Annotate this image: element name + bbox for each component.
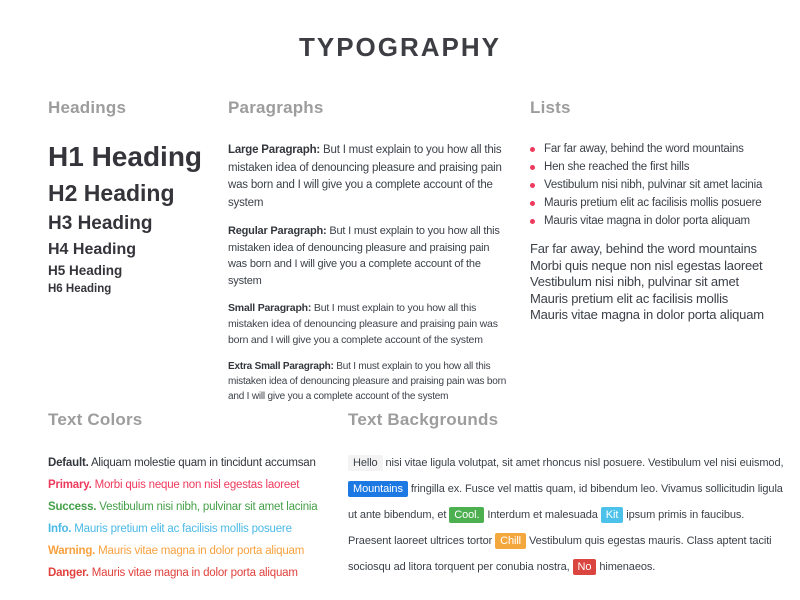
list-item xyxy=(530,214,792,229)
highlight-badge-chill: Chill xyxy=(495,533,526,549)
plain-list-item: Far far away, behind the word mountains xyxy=(530,241,757,256)
bullet-dot-icon xyxy=(530,219,535,224)
regular-paragraph xyxy=(228,223,510,289)
h2-sample: H2 Heading xyxy=(48,180,175,207)
bullet-dot-icon xyxy=(530,201,535,206)
paragraph-text: nisi vitae ligula volutpat, sit amet rhoncus nisl posuere. Vestibulum vel nisi euismod, xyxy=(382,457,784,469)
bullet-dot-icon xyxy=(530,165,535,170)
paragraph-text: fringilla ex. Fusce vel mattis quam, id bibendum leo. Vivamus sollicitudin ligula ut ante bibendum, et xyxy=(348,483,783,521)
headings-section-title: Headings xyxy=(48,98,127,117)
highlight-badge-hello: Hello xyxy=(348,455,383,471)
text-backgrounds-section-title: Text Backgrounds xyxy=(348,410,499,429)
plain-list-item: Vestibulum nisi nibh, pulvinar sit amet xyxy=(530,274,739,289)
paragraph-text: ipsum primis in faucibus. Praesent laoreet ultrices tortor xyxy=(348,509,745,547)
text-color-success xyxy=(48,500,348,514)
plain-list-item: Morbi quis neque non nisl egestas laoreet xyxy=(530,257,763,273)
paragraph-text: himenaeos. xyxy=(596,561,656,573)
h3-sample: H3 Heading xyxy=(48,213,153,235)
text-color-default xyxy=(48,456,348,470)
headings-section xyxy=(48,98,223,297)
list-item-text: Hen she reached the first hills xyxy=(544,161,690,173)
bulleted-list xyxy=(530,142,792,229)
bullet-dot-icon xyxy=(530,147,535,152)
plain-list-item: Mauris pretium elit ac facilisis mollis xyxy=(530,290,729,306)
text-color-label: Default. xyxy=(48,457,89,469)
list-item-text: Mauris vitae magna in dolor porta aliquam xyxy=(544,215,750,227)
text-color-text: Vestibulum nisi nibh, pulvinar sit amet lacinia xyxy=(99,501,318,513)
paragraphs-section-title: Paragraphs xyxy=(228,98,324,117)
text-color-label: Primary. xyxy=(48,479,92,491)
list-item-text: Vestibulum nisi nibh, pulvinar sit amet lacinia xyxy=(544,179,763,191)
text-color-text: Aliquam molestie quam in tincidunt accumsan xyxy=(90,457,316,469)
text-color-text: Morbi quis neque non nisl egestas laoreet xyxy=(94,479,300,491)
list-item xyxy=(530,160,792,175)
text-color-label: Info. xyxy=(48,523,72,535)
list-item-text: Mauris pretium elit ac facilisis mollis posuere xyxy=(544,197,762,209)
highlight-badge-cool: Cool. xyxy=(449,507,484,523)
text-color-text: Mauris vitae magna in dolor porta aliquam xyxy=(91,567,298,579)
highlight-badge-mountains: Mountains xyxy=(348,481,408,497)
text-color-warning xyxy=(48,544,348,558)
highlight-badge-kit: Kit xyxy=(601,507,624,523)
text-color-text: Mauris vitae magna in dolor porta aliquam xyxy=(98,545,305,557)
heading-samples xyxy=(48,140,223,297)
list-item xyxy=(530,178,792,193)
small-paragraph-text: But I must explain to you how all this mistaken idea of denouncing pleasure and praising pain was born and I will give you a complete account of the system xyxy=(228,302,498,346)
extra-small-paragraph-text: But I must explain to you how all this mistaken idea of denouncing pleasure and praising pain was born and I will give you a complete account of the system xyxy=(228,361,507,402)
text-color-info xyxy=(48,522,348,536)
text-colors-section xyxy=(48,410,348,588)
text-color-label: Success. xyxy=(48,501,97,513)
lists-section-title: Lists xyxy=(530,98,571,117)
h1-sample: H1 Heading xyxy=(48,141,203,172)
text-color-text: Mauris pretium elit ac facilisis mollis posuere xyxy=(74,523,292,535)
paragraphs-section xyxy=(228,98,510,415)
lists-section xyxy=(530,98,792,324)
text-color-samples xyxy=(48,456,348,580)
bullet-dot-icon xyxy=(530,183,535,188)
text-color-danger xyxy=(48,566,348,580)
extra-small-paragraph xyxy=(228,359,510,404)
page-title: TYPOGRAPHY xyxy=(298,32,502,62)
plain-list-item: Mauris vitae magna in dolor porta aliquam xyxy=(530,307,764,322)
small-paragraph xyxy=(228,300,510,348)
text-color-primary xyxy=(48,478,348,492)
paragraph-text: Vestibulum quis egestas mauris. Class aptent taciti sociosqu ad litora torquent per conubia nostra, xyxy=(348,535,772,573)
list-item xyxy=(530,196,792,211)
small-paragraph-label: Small Paragraph: xyxy=(228,302,312,314)
h6-sample: H6 Heading xyxy=(48,283,112,296)
text-color-label: Warning. xyxy=(48,545,96,557)
large-paragraph xyxy=(228,142,510,212)
extra-small-paragraph-label: Extra Small Paragraph: xyxy=(228,361,334,372)
highlight-badge-no: No xyxy=(573,559,597,575)
large-paragraph-text: But I must explain to you how all this mistaken idea of denouncing pleasure and praising pain was born and I will give you a complete account of the system xyxy=(228,144,502,209)
paragraph-samples xyxy=(228,142,510,404)
list-item-text: Far far away, behind the word mountains xyxy=(544,143,744,155)
text-backgrounds-section xyxy=(348,410,784,580)
regular-paragraph-text: But I must explain to you how all this mistaken idea of denouncing pleasure and praising pain was born and I will give you a complete account of the system xyxy=(228,225,500,287)
large-paragraph-label: Large Paragraph: xyxy=(228,144,321,156)
h5-sample: H5 Heading xyxy=(48,263,123,279)
regular-paragraph-label: Regular Paragraph: xyxy=(228,225,327,237)
text-backgrounds-paragraph xyxy=(348,450,784,580)
list-item xyxy=(530,142,792,157)
plain-list xyxy=(530,241,792,324)
paragraph-text: Interdum et malesuada xyxy=(484,509,601,521)
text-color-label: Danger. xyxy=(48,567,89,579)
text-colors-section-title: Text Colors xyxy=(48,410,143,429)
h4-sample: H4 Heading xyxy=(48,240,137,258)
